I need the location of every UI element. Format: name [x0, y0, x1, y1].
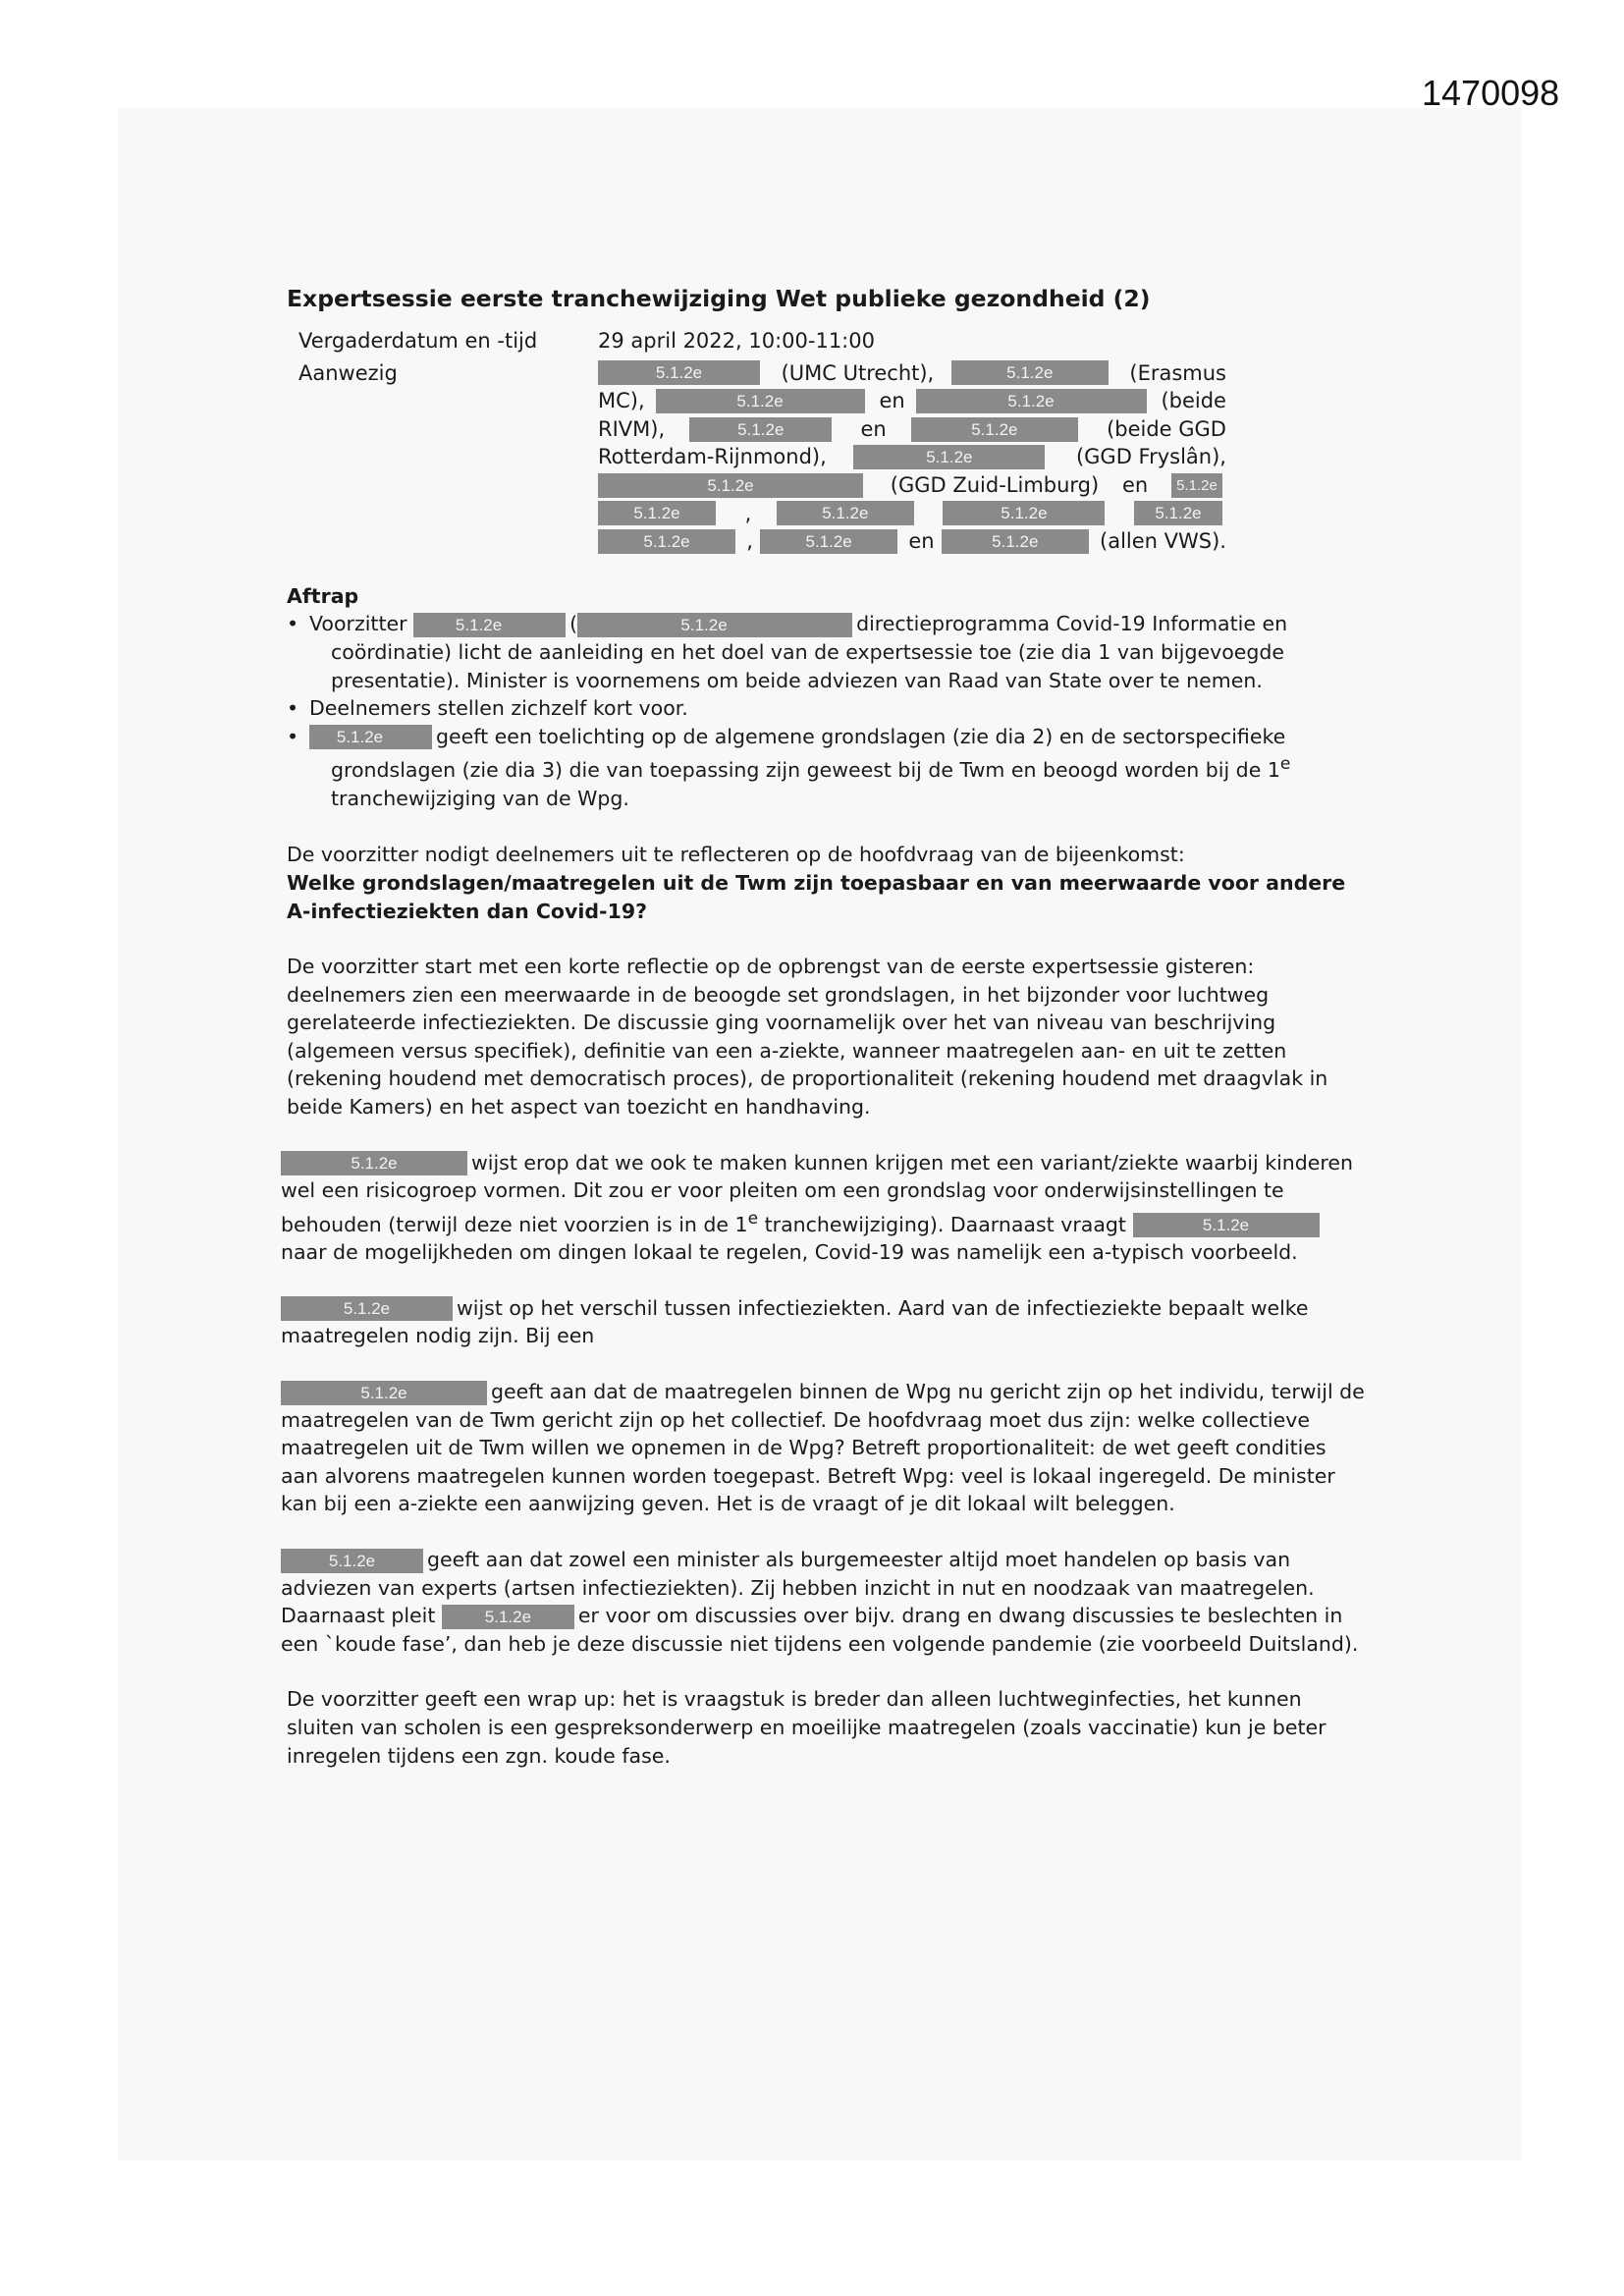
redaction-box: 5.1.2e — [911, 417, 1078, 442]
paragraph-text: geeft aan dat zowel een minister als burgemeester altijd moet handelen op basis van adviezen van experts (artsen infectieziekten). Zij hebben inzicht in nut en noodzaak van maatregelen. Daarnaast pleit — [281, 1548, 1315, 1628]
superscript: e — [747, 1208, 759, 1229]
attendee-line — [598, 500, 1226, 528]
meta-labels — [287, 325, 598, 556]
attendee-line — [598, 359, 1226, 388]
paragraph-text: geeft aan dat de maatregelen binnen de Wpg nu gericht zijn op het individu, terwijl de maatregelen van de Twm gericht zijn op het collectief. De hoofdvraag moet dus zijn: welke collectieve maatregelen uit de Twm willen we opnemen in de Wpg? Betreft proportionaliteit: de wet geeft condities aan alvorens maatregelen kunnen worden toegepast. Betreft Wpg: veel is lokaal ingeregeld. De minister kan bij een a-ziekte een aanwijzing geven. Het is de vraagt of je dit lokaal wilt beleggen. — [281, 1380, 1365, 1516]
redaction-box: 5.1.2e — [951, 360, 1109, 385]
list-item — [287, 694, 1367, 723]
redaction-box: 5.1.2e — [577, 613, 852, 637]
paragraph-text: wijst op het verschil tussen infectieziekten. Aard van de infectieziekte bepaalt welke maatregelen nodig zijn. Bij een — [281, 1295, 1309, 1348]
redaction-box: 5.1.2e — [281, 1296, 453, 1321]
attendee-text: (beide GGD — [1107, 416, 1226, 441]
bullet-text: ( — [569, 612, 578, 636]
attendee-list — [598, 359, 1226, 556]
redaction-box: 5.1.2e — [853, 445, 1045, 469]
attendee-text: en — [860, 416, 887, 441]
meeting-meta — [287, 325, 1367, 556]
paragraph-text: tranchewijziging). Daarnaast vraagt — [758, 1212, 1126, 1236]
date-value: 29 april 2022, 10:00-11:00 — [598, 328, 875, 353]
question-intro: De voorzitter nodigt deelnemers uit te reflecteren op de hoofdvraag van de bijeenkomst: — [287, 843, 1185, 867]
attendee-text: MC), — [598, 389, 645, 413]
bullet-text: geeft een toelichting op de algemene grondslagen (zie dia 2) en de sectorspecifieke grondslagen (zie dia 3) die van toepassing zijn geweest bij de Twm en beoogd worden bij de 1 — [331, 724, 1286, 783]
attendee-line — [598, 443, 1226, 471]
aftrap-list — [287, 610, 1367, 812]
list-item — [287, 610, 1367, 694]
attendee-text: en — [879, 389, 905, 413]
redaction-box: 5.1.2e — [598, 501, 716, 525]
attendee-text: RIVM), — [598, 416, 666, 441]
attendee-line — [598, 471, 1226, 500]
superscript: e — [1279, 754, 1291, 775]
redaction-box: 5.1.2e — [942, 529, 1089, 554]
bullet-text: Deelnemers stellen zichzelf kort voor. — [309, 696, 688, 721]
attendee-text: (allen VWS). — [1100, 529, 1226, 554]
bullet-text: Voorzitter — [309, 612, 407, 636]
redaction-box: 5.1.2e — [598, 473, 863, 498]
aftrap-heading: Aftrap — [287, 583, 359, 608]
attendee-text: (GGD Fryslân), — [1075, 445, 1226, 469]
document-body — [281, 285, 1367, 1770]
redaction-box: 5.1.2e — [598, 529, 735, 554]
attendee-text: , — [744, 501, 752, 525]
attendee-text: en — [908, 529, 935, 554]
meta-values — [598, 325, 1226, 556]
redaction-box: 5.1.2e — [1133, 1213, 1320, 1237]
redaction-box: 5.1.2e — [1171, 473, 1222, 498]
redaction-box: 5.1.2e — [656, 389, 865, 413]
paragraph — [281, 1378, 1367, 1518]
attendee-text: (beide — [1161, 389, 1226, 413]
list-item — [287, 723, 1367, 813]
redaction-box: 5.1.2e — [281, 1549, 423, 1573]
redaction-box: 5.1.2e — [1134, 501, 1222, 525]
redaction-box: 5.1.2e — [413, 613, 566, 637]
redaction-box: 5.1.2e — [943, 501, 1105, 525]
paragraph-text: er voor om discussies over bijv. drang en dwang discussies te beslechten in een `koude fase’, dan heb je deze discussie niet tijdens een volgende pandemie (zie voorbeeld Duitsland). — [281, 1604, 1359, 1656]
redaction-box: 5.1.2e — [916, 389, 1147, 413]
attendee-text: en — [1121, 472, 1149, 497]
attendee-text: (UMC Utrecht), — [781, 360, 935, 385]
attendee-text: (GGD Zuid-Limburg) — [890, 472, 1100, 497]
attendee-line — [598, 387, 1226, 415]
attendee-text: , — [746, 529, 753, 554]
paragraph: De voorzitter geeft een wrap up: het is vraagstuk is breder dan alleen luchtweginfecties, het kunnen sluiten van scholen is een gespreksonderwerp en moeilijke maatregelen (zoals vaccinatie) kun je beter inregelen tijdens een zgn. koude fase. — [287, 1687, 1326, 1768]
paragraph — [281, 1546, 1367, 1658]
paragraph: De voorzitter start met een korte reflectie op de opbrengst van de eerste expertsessie gisteren: deelnemers zien een meerwaarde in de beoogde set grondslagen, in het bijzonder voor luchtweg gerelateerde infectieziekten. De discussie ging voornamelijk over het van niveau van beschrijving (algemeen versus specifiek), definitie van een a-ziekte, wanneer maatregelen aan- en uit te zetten (rekening houdend met democratisch proces), de proportionaliteit (rekening houdend met draagvlak in beide Kamers) en het aspect van toezicht en handhaving. — [287, 955, 1328, 1120]
redaction-box: 5.1.2e — [281, 1151, 467, 1175]
attendees-label: Aanwezig — [298, 360, 398, 385]
attendee-line — [598, 415, 1226, 444]
attendee-text: (Erasmus — [1129, 360, 1226, 385]
document-number: 1470098 — [1422, 73, 1560, 113]
paragraph — [281, 1149, 1367, 1267]
redaction-box: 5.1.2e — [309, 725, 432, 749]
redaction-box: 5.1.2e — [442, 1605, 574, 1629]
redaction-box: 5.1.2e — [281, 1381, 487, 1405]
bullet-text: directieprogramma Covid-19 Informatie en coördinatie) licht de aanleiding en het doel van de expertsessie toe (zie dia 1 van bijgevoegde presentatie). Minister is voornemens om beide adviezen van Raad van State over te nemen. — [331, 612, 1288, 692]
paragraph — [281, 1294, 1367, 1350]
date-label: Vergaderdatum en -tijd — [298, 328, 538, 353]
redaction-box: 5.1.2e — [777, 501, 914, 525]
redaction-box: 5.1.2e — [760, 529, 897, 554]
redaction-box: 5.1.2e — [689, 417, 832, 442]
attendee-line — [598, 527, 1226, 556]
main-question: Welke grondslagen/maatregelen uit de Twm zijn toepasbaar en van meerwaarde voor andere A-infectieziekten dan Covid-19? — [287, 870, 1346, 923]
paragraph-text: naar de mogelijkheden om dingen lokaal te regelen, Covid-19 was namelijk een a-typisch voorbeeld. — [281, 1240, 1298, 1265]
attendee-text: Rotterdam-Rijnmond), — [598, 445, 827, 469]
bullet-text: tranchewijziging van de Wpg. — [331, 786, 629, 810]
redaction-box: 5.1.2e — [598, 360, 760, 385]
document-title: Expertsessie eerste tranchewijziging Wet publieke gezondheid (2) — [287, 285, 1151, 312]
paragraph-text: wijst erop dat we ook te maken kunnen krijgen met een variant/ziekte waarbij kinderen wel een risicogroep vormen. Dit zou er voor pleiten om een grondslag voor onderwijsinstellingen te behouden (terwijl deze niet voorzien is in de 1 — [281, 1150, 1353, 1236]
